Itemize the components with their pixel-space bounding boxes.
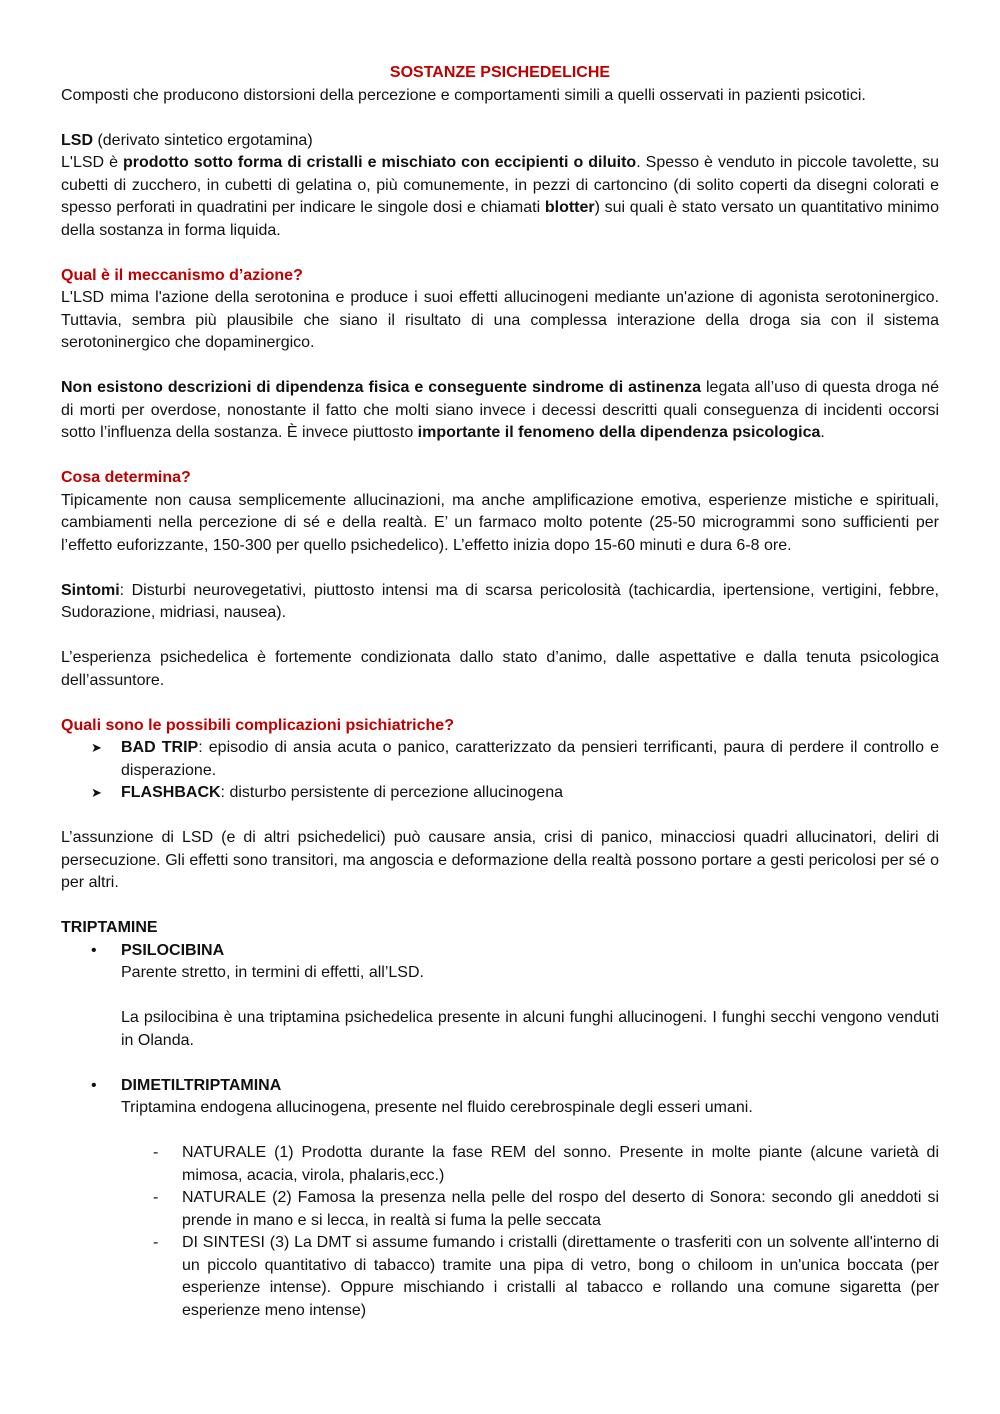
dmt-line1: Triptamina endogena allucinogena, presente nel fluido cerebrospinale degli esseri umani. [121, 1099, 753, 1116]
dependence-paragraph [61, 377, 939, 445]
dmt-sub-item-text: NATURALE (1) Prodotta durante la fase REM del sonno. Presente in molte piante (alcune varietà di mimosa, acacia, virola, phalaris,ecc.) [182, 1144, 939, 1184]
page-title: SOSTANZE PSICHEDELICHE [389, 64, 611, 81]
dmt-sub-item [153, 1187, 939, 1232]
dmt-sub-item [153, 1232, 939, 1322]
arrow-bullet-icon: ➤ [91, 785, 102, 800]
dmt-sub-item [153, 1142, 939, 1187]
lsd-text-c: . Spesso è venduto in piccole tavolette, su cubetti di zucchero, in cubetti di gelatina o, più comunemente, in pezzi di cartoncino (di solito coperti da disegni colorati e spesso perforati in quadratini per indicare le singole dosi e chiamati [61, 154, 939, 216]
triptamine-label: TRIPTAMINE [61, 919, 158, 936]
psilocibina-label: PSILOCIBINA [121, 941, 225, 959]
bad-trip-text: : episodio di ansia acuta o panico, caratterizzato da pensieri terrificanti, paura di perdere il controllo e disperazione. [121, 739, 939, 779]
complications-heading: Quali sono le possibili complicazioni psichiatriche? [61, 716, 454, 734]
dash-bullet-icon: - [153, 1234, 159, 1251]
assumption-paragraph: L’assunzione di LSD (e di altri psichedelici) può causare ansia, crisi di panico, minacciosi quadri allucinatori, deliri di persecuzione. Gli effetti sono transitori, ma angoscia e deformazione della realtà possono portare a gesti pericolosi per sé o per altri. [61, 829, 939, 891]
flashback-text: : disturbo persistente di percezione allucinogena [220, 784, 563, 801]
effects-heading: Cosa determina? [61, 469, 191, 486]
effects-paragraph: Tipicamente non causa semplicemente allucinazioni, ma anche amplificazione emotiva, esperienze mistiche e spirituali, cambiamenti nella percezione di sé e della realtà. E’ un farmaco molto potente (25-50 microgrammi sono sufficienti per l’effetto euforizzante, 150-300 per quello psichedelico). L’effetto inizia dopo 15-60 minuti e dura 6-8 ore. [61, 491, 939, 554]
bullet-icon: • [91, 941, 97, 959]
dependence-text-d: . [820, 424, 825, 441]
document-body [61, 62, 939, 1322]
list-item-flashback [91, 782, 939, 805]
dependence-bold-a: Non esistono descrizioni di dipendenza fisica e conseguente sindrome di astinenza [61, 379, 702, 396]
mechanism-paragraph: L'LSD mima l'azione della serotonina e produce i suoi effetti allucinogeni mediante un'azione di agonista serotoninergico. Tuttavia, sembra più plausibile che siano il risultato di una complessa interazione della droga sia con il sistema serotoninergico che dopaminergico. [61, 289, 939, 351]
dmt-sub-item-text: NATURALE (2) Famosa la presenza nella pelle del rospo del deserto di Sonora: secondo gli aneddoti si prende in mano e si lecca, in realtà si fuma la pelle seccata [182, 1189, 939, 1229]
dmt-sub-item-text: DI SINTESI (3) La DMT si assume fumando i cristalli (direttamente o trasferiti con un solvente all'interno di un piccolo quantitativo di tabacco) tramite una pipa di vetro, bong o chiloom in un'unica boccata (per esperienze intense). Oppure mischiando i cristalli al tabacco e rollando una comune sigaretta (per esperienze meno intense) [182, 1234, 939, 1319]
experience-paragraph: L’esperienza psichedelica è fortemente condizionata dallo stato d’animo, dalle aspettative e dalla tenuta psicologica dell’assuntore. [61, 649, 939, 689]
symptoms-text: : Disturbi neurovegetativi, piuttosto intensi ma di scarsa pericolosità (tachicardia, ipertensione, vertigini, febbre, Sudorazione, midriasi, nausea). [61, 581, 939, 621]
triptamine-heading [61, 917, 939, 940]
lsd-text-e: ) sui quali è stato versato un quantitativo minimo della sostanza in forma liquida. [61, 199, 939, 239]
psilocibina-line1: Parente stretto, in termini di effetti, all’LSD. [121, 964, 424, 981]
lsd-paragraph [61, 152, 939, 242]
psilocibina-line2: La psilocibina è una triptamina psichedelica presente in alcuni funghi allucinogeni. I funghi secchi vengono venduti in Olanda. [121, 1009, 939, 1049]
dependence-text-b: legata all’uso di questa droga né di morti per overdose, nonostante il fatto che molti siano invece i decessi descritti quali conseguenza di incidenti occorsi sotto l’influenza della sostanza. È invece piuttosto [61, 379, 940, 441]
dependence-bold-c: importante il fenomeno della dipendenza psicologica [417, 424, 821, 441]
mechanism-heading: Qual è il meccanismo d’azione? [61, 266, 303, 284]
list-item-bad-trip [91, 737, 939, 782]
arrow-bullet-icon: ➤ [91, 740, 102, 755]
lsd-text-a: L'LSD è [61, 154, 123, 171]
dmt-label: DIMETILTRIPTAMINA [121, 1076, 282, 1094]
dash-bullet-icon: - [153, 1144, 159, 1161]
symptoms-paragraph [61, 580, 939, 625]
lsd-heading-note: (derivato sintetico ergotamina) [93, 131, 313, 149]
intro-paragraph: Composti che producono distorsioni della percezione e comportamenti simili a quelli osservati in pazienti psicotici. [61, 86, 866, 104]
symptoms-label: Sintomi [61, 581, 120, 599]
lsd-heading [61, 130, 939, 153]
list-item-dmt [91, 1075, 939, 1098]
bad-trip-label: BAD TRIP [121, 739, 199, 756]
lsd-label: LSD [61, 131, 93, 149]
flashback-label: FLASHBACK [121, 784, 221, 801]
lsd-text-bold-blotter: blotter [544, 199, 595, 216]
lsd-text-bold-a: prodotto sotto forma di cristalli e mischiato con eccipienti o diluito [123, 154, 637, 171]
bullet-icon: • [91, 1076, 97, 1094]
dash-bullet-icon: - [153, 1189, 159, 1206]
list-item-psilocibina [91, 940, 939, 963]
